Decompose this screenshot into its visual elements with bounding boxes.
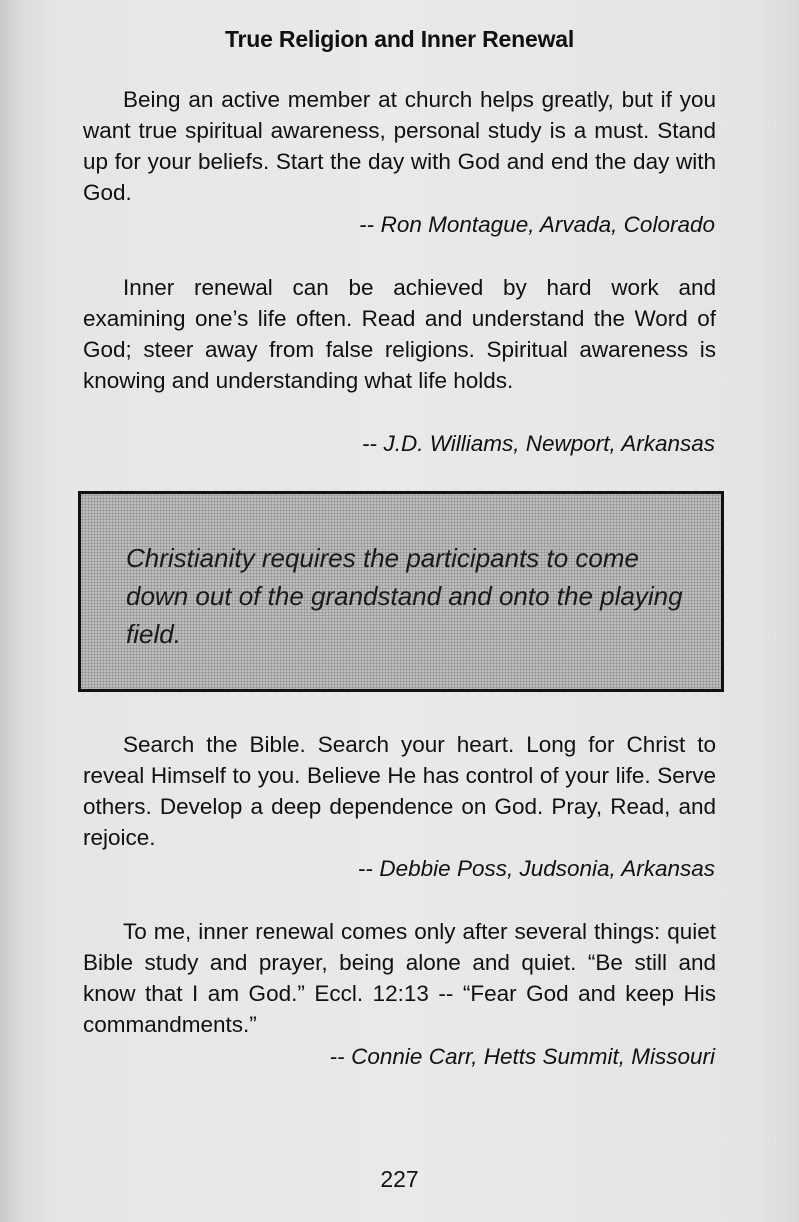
attribution-dash: -- (362, 431, 384, 456)
callout-box (78, 491, 724, 692)
callout-quote: Christianity requires the participants to come down out of the grandstand and onto the playing field. (126, 543, 683, 649)
entry-text: Inner renewal can be achieved by hard work and examining one’s life often. Read and understand the Word of God; steer away from false religions. Spiritual awareness is knowing and understanding what life holds. (83, 275, 716, 393)
attribution-name: Debbie Poss, Judsonia, Arkansas (379, 856, 715, 881)
attribution-dash: -- (359, 212, 381, 237)
entry-attribution (362, 428, 715, 459)
attribution-dash: -- (329, 1044, 352, 1069)
entry-text: Being an active member at church helps greatly, but if you want true spiritual awareness, personal study is a must. Stand up for your beliefs. Start the day with God and end the day with God. (83, 87, 716, 205)
entry-attribution (359, 209, 715, 240)
attribution-name: Connie Carr, Hetts Summit, Missouri (351, 1044, 715, 1069)
entry-text: Search the Bible. Search your heart. Long for Christ to reveal Himself to you. Believe He has control of your life. Serve others. Develop a deep dependence on God. Pray, Read, and rejoice. (83, 732, 716, 850)
entry-attribution (330, 1041, 715, 1072)
page-title: True Religion and Inner Renewal (224, 26, 575, 52)
attribution-name: Ron Montague, Arvada, Colorado (380, 212, 715, 237)
attribution-name: J.D. Williams, Newport, Arkansas (383, 431, 715, 456)
attribution-dash: -- (358, 856, 380, 881)
page-number: 227 (380, 1166, 419, 1192)
entry-text: To me, inner renewal comes only after several things: quiet Bible study and prayer, being alone and quiet. “Be still and know that I am God.” Eccl. 12:13 -- “Fear God and keep His commandments.” (83, 919, 716, 1037)
entry-attribution (358, 853, 715, 884)
